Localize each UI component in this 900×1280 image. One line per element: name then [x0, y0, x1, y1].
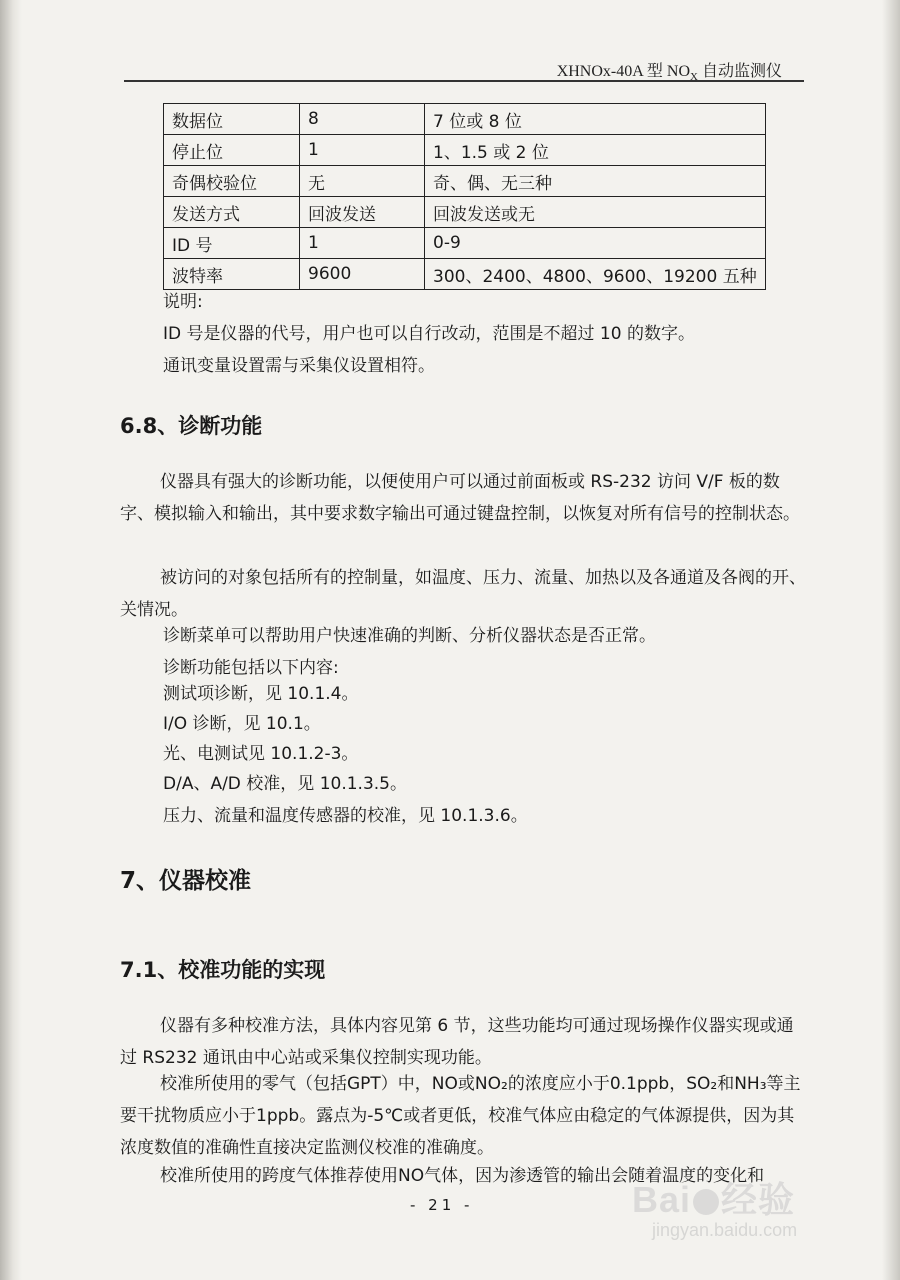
- paragraph: 诊断功能包括以下内容:: [163, 658, 339, 678]
- table-cell: 回波发送: [300, 197, 425, 228]
- table-cell: 7 位或 8 位: [425, 104, 766, 135]
- table-cell: 0-9: [425, 228, 766, 259]
- list-item: 光、电测试见 10.1.2-3。: [163, 744, 359, 764]
- paragraph: 诊断菜单可以帮助用户快速准确的判断、分析仪器状态是否正常。: [163, 626, 656, 646]
- table-row: [164, 259, 766, 290]
- watermark-brand-suffix: 经验: [721, 1179, 796, 1220]
- table-cell: 9600: [300, 259, 425, 290]
- table-cell: 1: [300, 135, 425, 166]
- watermark-logo: [632, 1172, 795, 1223]
- paragraph: 仪器有多种校准方法，具体内容见第 6 节，这些功能均可通过现场操作仪器实现或通过 RS232 通讯由中心站或采集仪控制实现功能。: [120, 1016, 794, 1068]
- list-item: 测试项诊断，见 10.1.4。: [163, 684, 359, 704]
- section-heading-7: 7、仪器校准: [120, 868, 252, 894]
- section-heading-7-1: 7.1、校准功能的实现: [120, 958, 326, 982]
- paw-icon: [693, 1189, 719, 1215]
- paragraph: 校准所使用的跨度气体推荐使用NO气体，因为渗透管的输出会随着温度的变化和: [160, 1166, 765, 1186]
- table-cell: 无: [300, 166, 425, 197]
- table-row: [164, 104, 766, 135]
- table-row: [164, 166, 766, 197]
- paragraph: 被访问的对象包括所有的控制量，如温度、压力、流量、加热以及各通道及各阀的开、关情况。: [120, 568, 806, 620]
- table-cell: 发送方式: [164, 197, 300, 228]
- table-cell: 回波发送或无: [425, 197, 766, 228]
- table-cell: 波特率: [164, 259, 300, 290]
- header-title-sub: X: [690, 71, 698, 84]
- table-row: [164, 228, 766, 259]
- watermark-url: jingyan.baidu.com: [652, 1220, 798, 1240]
- table-cell: 奇偶校验位: [164, 166, 300, 197]
- table-row: [164, 197, 766, 228]
- table-row: [164, 135, 766, 166]
- table-cell: 停止位: [164, 135, 300, 166]
- paragraph: 校准所使用的零气（包括GPT）中，NO或NO₂的浓度应小于0.1ppb，SO₂和NH₃等主要干扰物质应小于1ppb。露点为-5℃或者更低，校准气体应由稳定的气体源提供，因为其浓度数值的准确性直接决定监测仪校准的准确度。: [120, 1074, 801, 1158]
- list-item: 压力、流量和温度传感器的校准，见 10.1.3.6。: [163, 806, 528, 826]
- table-cell: ID 号: [164, 228, 300, 259]
- watermark-brand: Bai: [632, 1179, 692, 1220]
- table-cell: 1: [300, 228, 425, 259]
- notes-line: 通讯变量设置需与采集仪设置相符。: [163, 356, 435, 376]
- header-rule: [124, 80, 804, 82]
- header-title-prefix: XHNOx-40A 型 NO: [556, 63, 691, 80]
- baidu-watermark: [632, 1172, 872, 1252]
- communication-params-table: [163, 103, 766, 290]
- paragraph: 仪器具有强大的诊断功能，以便使用户可以通过前面板或 RS-232 访问 V/F 板的数字、模拟输入和输出，其中要求数字输出可通过键盘控制，以恢复对所有信号的控制状态。: [120, 472, 800, 524]
- page-number: - 21 -: [410, 1196, 474, 1214]
- table-cell: 300、2400、4800、9600、19200 五种: [425, 259, 766, 290]
- table-cell: 1、1.5 或 2 位: [425, 135, 766, 166]
- list-item: D/A、A/D 校准，见 10.1.3.5。: [163, 774, 407, 794]
- notes-line: ID 号是仪器的代号，用户也可以自行改动，范围是不超过 10 的数字。: [163, 324, 695, 344]
- list-item: I/O 诊断，见 10.1。: [163, 714, 321, 734]
- page-left-shadow: [0, 0, 22, 1280]
- notes-label: 说明:: [163, 292, 203, 312]
- page-right-shadow: [882, 0, 900, 1280]
- table-cell: 8: [300, 104, 425, 135]
- header-title-suffix: 自动监测仪: [697, 63, 782, 80]
- table-cell: 数据位: [164, 104, 300, 135]
- section-heading-6-8: 6.8、诊断功能: [120, 414, 263, 438]
- table-cell: 奇、偶、无三种: [425, 166, 766, 197]
